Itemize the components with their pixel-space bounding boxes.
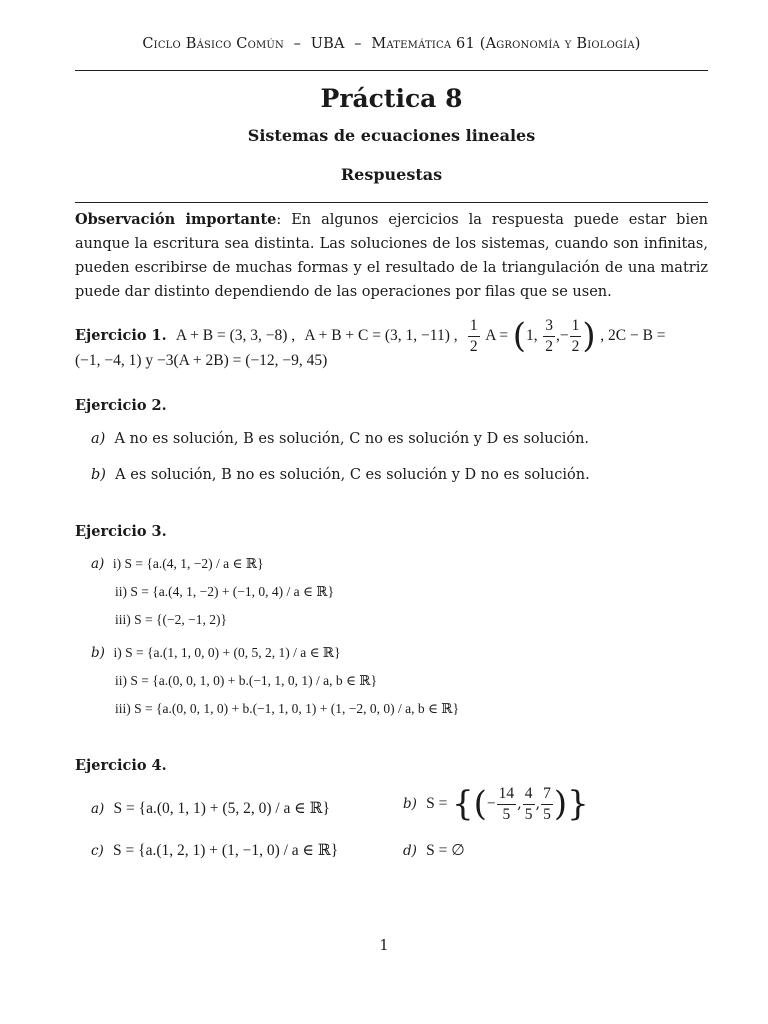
exercise-4-item-a xyxy=(91,799,330,818)
item-label: b) xyxy=(403,796,417,812)
running-header xyxy=(75,36,708,52)
item-text: i) S = {a.(4, 1, −2) / a ∈ ℝ} xyxy=(112,556,264,571)
university-name: UBA xyxy=(310,36,345,52)
exercise-1-title: Ejercicio 1. xyxy=(75,327,167,344)
fraction-14-5: $\frac{14}{5}$ xyxy=(498,785,515,823)
exercise-2-item-a xyxy=(91,431,589,447)
observation-text: : En algunos ejercicios la respuesta puede estar bien aunque la escritura sea distinta. Las soluciones de los sistemas, cuando son infinitas, pueden escribirse de muchas formas y el resultado de la triangulación de una matriz puede dar distinto dependiendo de las operaciones por filas que se usen. xyxy=(75,212,708,300)
exercise-1-eq3-lhs: A = xyxy=(485,327,509,344)
exercise-4-item-c xyxy=(91,841,338,860)
exercise-3-item-b-ii: ii) S = {a.(0, 0, 1, 0) + b.(−1, 1, 0, 1) / a, b ∈ ℝ} xyxy=(115,673,378,688)
item-label: b) xyxy=(91,645,105,661)
item-text: i) S = {a.(1, 1, 0, 0) + (0, 5, 2, 1) / a ∈ ℝ} xyxy=(113,645,341,660)
section-heading: Respuestas xyxy=(340,165,443,184)
right-paren: ) xyxy=(553,784,568,824)
exercise-1-eq2: A + B + C = (3, 1, −11) , xyxy=(304,327,458,344)
page-title: Práctica 8 xyxy=(320,84,463,113)
observation-label: Observación importante xyxy=(75,211,277,228)
exercise-3-item-a-iii: iii) S = {(−2, −1, 2)} xyxy=(115,612,227,627)
exercise-2-item-b xyxy=(91,467,590,483)
item-label: a) xyxy=(91,556,105,572)
item-text: S = {a.(0, 1, 1) + (5, 2, 0) / a ∈ ℝ} xyxy=(113,800,330,817)
exercise-3-title: Ejercicio 3. xyxy=(75,523,167,540)
right-paren: ) xyxy=(582,316,596,356)
fraction-three-halves: $\frac{3}{2}$ xyxy=(545,317,554,355)
course-name: Ciclo Básico Común xyxy=(142,36,284,52)
minus-sign: − xyxy=(559,327,569,344)
vector-entry: 1, xyxy=(526,327,538,344)
item-label: d) xyxy=(403,843,417,859)
exercise-3-item-a-i xyxy=(91,556,264,572)
left-brace: { xyxy=(452,784,474,824)
item-text: S = {a.(1, 2, 1) + (1, −1, 0) / a ∈ ℝ} xyxy=(113,842,339,859)
left-paren: ( xyxy=(473,784,487,824)
exercise-4-title: Ejercicio 4. xyxy=(75,757,167,774)
subject-name: Matemática 61 (Agronomía y Biología) xyxy=(371,36,641,52)
section-rule xyxy=(75,202,708,203)
item-label: c) xyxy=(91,843,104,859)
item-label: b) xyxy=(91,467,106,483)
page-number: 1 xyxy=(379,938,389,954)
exercise-1-line-1 xyxy=(75,318,666,354)
minus-sign: − xyxy=(486,795,496,812)
item-text: A es solución, B no es solución, C es solución y D no es solución. xyxy=(115,467,590,483)
fraction-one-half: $\frac{1}{2}$ xyxy=(571,317,580,355)
exercise-1-line-2: (−1, −4, 1) y −3(A + 2B) = (−12, −9, 45) xyxy=(75,352,328,369)
item-label: a) xyxy=(91,801,105,817)
exercise-3-item-b-i xyxy=(91,645,341,661)
item-text: A no es solución, B es solución, C no es solución y D es solución. xyxy=(114,431,590,447)
exercise-2-title: Ejercicio 2. xyxy=(75,397,167,414)
observation-paragraph xyxy=(75,208,708,304)
fraction-half: $\frac{1}{2}$ xyxy=(469,317,478,355)
right-brace: } xyxy=(567,784,589,824)
exercise-3-item-a-ii: ii) S = {a.(4, 1, −2) + (−1, 0, 4) / a ∈ ℝ} xyxy=(115,584,335,599)
item-text: S = xyxy=(426,795,448,812)
exercise-4-item-d xyxy=(403,841,465,860)
exercise-4-item-b: b) S = {(− $\frac{14}{5}$ , $\frac{4}{5}$ , $\frac{7}{5}$ )} xyxy=(403,784,589,824)
header-separator: – xyxy=(354,36,362,52)
page-subtitle: Sistemas de ecuaciones lineales xyxy=(247,126,536,145)
header-separator: – xyxy=(293,36,302,52)
header-rule xyxy=(75,70,708,71)
exercise-1-eq1: A + B = (3, 3, −8) , xyxy=(175,327,296,344)
fraction-7-5: $\frac{7}{5}$ xyxy=(543,785,551,823)
item-text: S = ∅ xyxy=(426,842,465,859)
item-label: a) xyxy=(91,431,106,447)
exercise-3-item-b-iii: iii) S = {a.(0, 0, 1, 0) + b.(−1, 1, 0, 1) + (1, −2, 0, 0) / a, b ∈ ℝ} xyxy=(115,701,460,716)
fraction-4-5: $\frac{4}{5}$ xyxy=(524,785,533,823)
comma: , xyxy=(556,327,560,344)
exercise-1-eq4: , 2C − B = xyxy=(600,327,666,344)
left-paren: ( xyxy=(512,316,527,356)
